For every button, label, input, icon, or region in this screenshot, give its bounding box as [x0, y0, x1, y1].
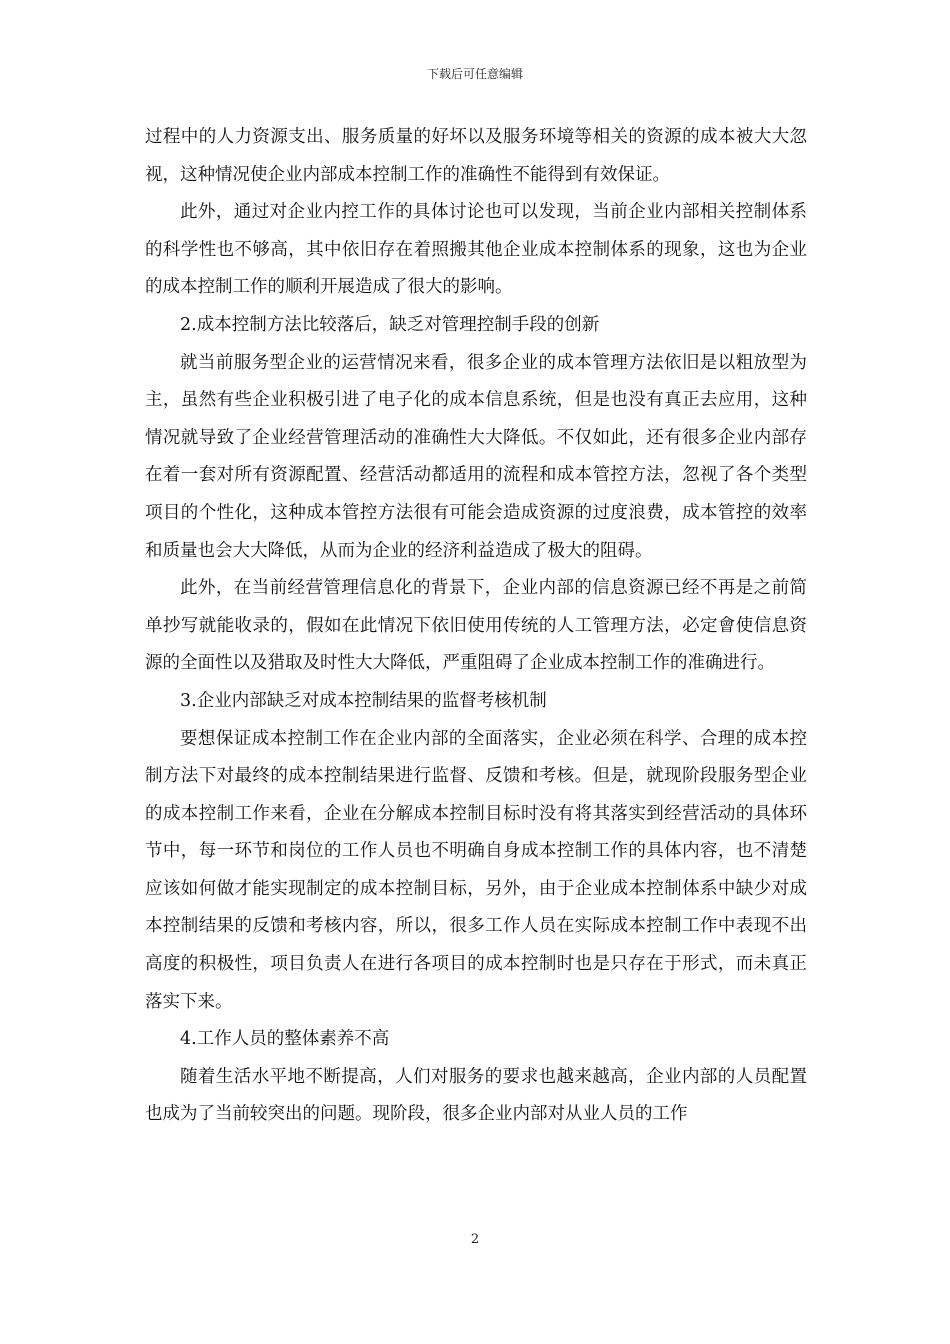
page-header: 下载后可任意编辑 [426, 67, 523, 81]
section-heading-2: 2.成本控制方法比较落后，缺乏对管理控制手段的创新 [180, 314, 600, 335]
section-heading-3: 3.企业内部缺乏对成本控制结果的监督考核机制 [180, 690, 547, 711]
paragraph: 此外，在当前经营管理信息化的背景下，企业内部的信息资源已经不再是之前简单抄写就能收录的，假如在此情况下依旧使用传统的人工管理方法，必定會使信息资源的全面性以及猎取及时性大大降低，严重阻碍了企业成本控制工作的准确进行。 [145, 578, 807, 674]
document-body [145, 119, 807, 1134]
paragraph: 此外，通过对企业内控工作的具体讨论也可以发现，当前企业内部相关控制体系的科学性也不够高，其中依旧存在着照搬其他企业成本控制体系的现象，这也为企业的成本控制工作的顺利开展造成了很大的影响。 [145, 202, 807, 298]
paragraph: 随着生活水平地不断提高，人们对服务的要求也越来越高，企业内部的人员配置也成为了当前较突出的问题。现阶段，很多企业内部对从业人员的工作 [145, 1066, 807, 1125]
page-number: 2 [470, 1232, 480, 1247]
paragraph-continuation: 过程中的人力资源支出、服务质量的好坏以及服务环境等相关的资源的成本被大大忽视，这种情况使企业内部成本控制工作的准确性不能得到有效保证。 [145, 127, 807, 185]
section-heading-4: 4.工作人员的整体素养不高 [180, 1029, 390, 1050]
paragraph: 要想保证成本控制工作在企业内部的全面落实，企业必须在科学、合理的成本控制方法下对最终的成本控制结果进行监督、反馈和考核。但是，就现阶段服务型企业的成本控制工作来看，企业在分解成本控制目标时没有将其落实到经营活动的具体环节中，每一环节和岗位的工作人员也不明确自身成本控制工作的具体内容，也不清楚应该如何做才能实现制定的成本控制目标，另外，由于企业成本控制体系中缺少对成本控制结果的反馈和考核内容，所以，很多工作人员在实际成本控制工作中表现不出高度的积极性，项目负责人在进行各项目的成本控制时也是只存在于形式，而未真正落实下来。 [145, 728, 807, 1012]
paragraph: 就当前服务型企业的运营情况来看，很多企业的成本管理方法依旧是以粗放型为主，虽然有些企业积极引进了电子化的成本信息系统，但是也没有真正去应用，这种情况就导致了企业经营管理活动的准确性大大降低。不仅如此，还有很多企业内部存在着一套对所有资源配置、经营活动都适用的流程和成本管控方法，忽视了各个类型项目的个性化，这种成本管控方法很有可能会造成资源的过度浪费，成本管控的效率和质量也会大大降低，从而为企业的经济利益造成了极大的阻碍。 [145, 352, 807, 561]
